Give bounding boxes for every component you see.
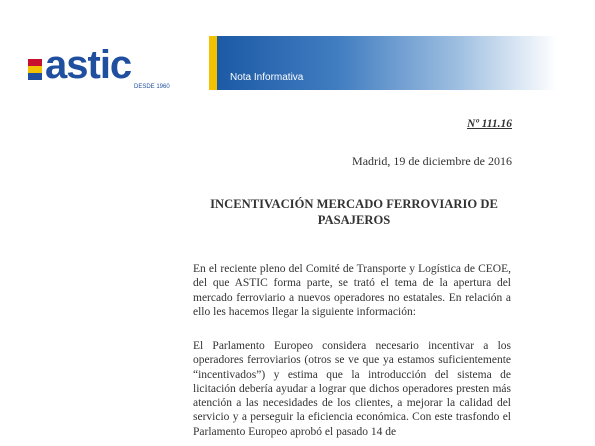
banner-accent — [209, 36, 217, 90]
document-date: Madrid, 19 de diciembre de 2016 — [352, 154, 512, 168]
document-number: Nº 111.16 — [467, 118, 512, 130]
body-paragraph: El Parlamento Europeo considera necesario incentivar a los operadores ferroviarios (otros se ve que ya estamos suficientemente “incentivados”) y estima que la introducción del sistema de licitación debería ayudar a lograr que dichos operadores presten más atención a las necesidades de los clientes, a mejorar la calidad del servicio y a perseguir la eficiencia económica. Con este trasfondo el Parlamento Europeo aprobó el pasado 14 de — [193, 340, 511, 438]
body-paragraph: En el reciente pleno del Comité de Transporte y Logística de CEOE, del que ASTIC forma parte, se trató el tema de la apertura del mercado ferroviario a nuevos operadores no estatales. En relación a ello les hacemos llegar la siguiente información: — [193, 263, 511, 318]
document-title: INCENTIVACIÓN MERCADO FERROVIARIO DE PASAJEROS — [210, 197, 498, 227]
banner-label: Nota Informativa — [230, 72, 304, 83]
logo-wordmark: astic — [45, 43, 132, 87]
astic-logo — [24, 43, 174, 92]
logo-since: DESDE 1960 — [134, 84, 170, 90]
flag-icon — [28, 59, 42, 81]
